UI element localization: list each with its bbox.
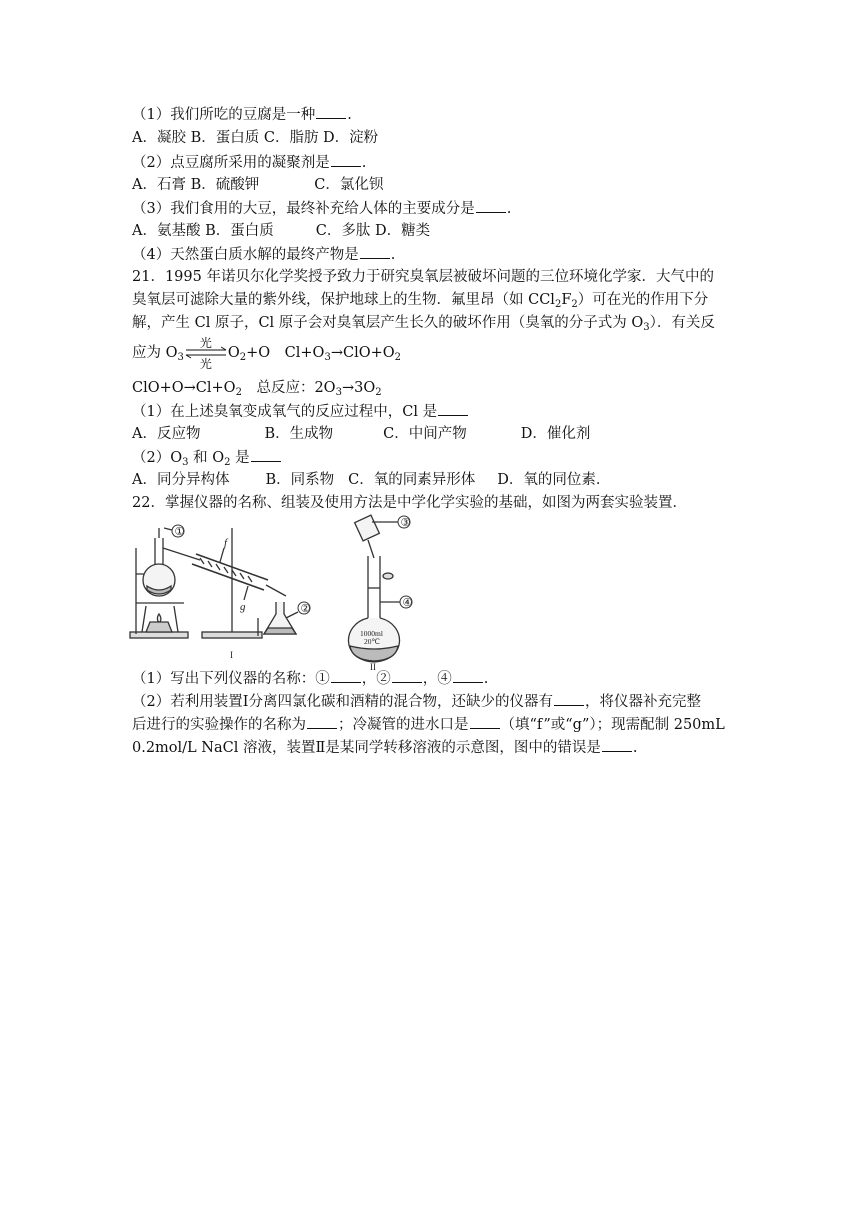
label-3: ③ xyxy=(400,517,411,529)
q21-part1: （1）在上述臭氧变成氧气的反应过程中，Cl 是 xyxy=(132,401,469,422)
answer-blank xyxy=(476,198,506,213)
flask-temp: 20℃ xyxy=(364,637,380,646)
label-f: f xyxy=(224,537,228,549)
q20-part3-options: A．氨基酸 B．蛋白质 C．多肽 D．糖类 xyxy=(132,223,431,239)
caption-II: II xyxy=(370,662,376,672)
q21-equation1: 应为 $O_3$ 光 光 $O_2+O$ $Cl+O_3\to ClO+O_2$ xyxy=(132,336,402,371)
q22-part1: （1）写出下列仪器的名称：① ，② ，④ . xyxy=(132,668,488,689)
q20-part4: （4）天然蛋白质水解的最终产物是 . xyxy=(132,244,395,265)
q20-part1-options: A．凝胶 B．蛋白质 C．脂肪 D．淀粉 xyxy=(132,130,379,146)
q21-part2-options: A．同分异构体 B．同系物 C．氧的同素异形体 D．氧的同位素． xyxy=(132,472,611,488)
answer-blank xyxy=(316,104,346,119)
answer-blank xyxy=(251,447,281,462)
caption-I: I xyxy=(230,650,233,660)
label-1: ① xyxy=(174,526,185,538)
apparatus-figure xyxy=(128,517,448,672)
answer-blank xyxy=(470,714,500,729)
label-g: g xyxy=(240,601,246,613)
q22-part2-line1: （2）若利用装置Ⅰ分离四氯化碳和酒精的混合物，还缺少的仪器有 ，将仪器补充完整 xyxy=(132,691,701,712)
q20-part2-options: A．石膏 B．硫酸钾 C．氯化钡 xyxy=(132,177,384,193)
q22-intro: 22．掌握仪器的名称、组装及使用方法是中学化学实验的基础，如图为两套实验装置． xyxy=(132,495,687,511)
answer-blank xyxy=(392,668,422,683)
answer-blank xyxy=(360,244,390,259)
q21-part1-options: A．反应物 B．生成物 C．中间产物 D．催化剂 xyxy=(132,426,591,442)
q21-equation2: $ClO+O\to Cl+O_2$ 总反应：$2O_3\to 3O_2$ xyxy=(132,380,382,398)
answer-blank xyxy=(307,714,337,729)
alcohol-lamp xyxy=(146,622,172,632)
label-2: ② xyxy=(300,603,311,615)
answer-blank xyxy=(554,691,584,706)
q20-part1: （1）我们所吃的豆腐是一种 . xyxy=(132,104,352,125)
q21-line3: 解，产生 Cl 原子，Cl 原子会对臭氧层产生长久的破坏作用（臭氧的分子式为 $O_3$）．有关反 xyxy=(132,315,715,333)
q21-line2: 臭氧层可滤除大量的紫外线，保护地球上的生物．氟里昂（如 $CCl_2F_2$）可在光的作用下分 xyxy=(132,292,709,310)
q20-part3: （3）我们食用的大豆，最终补充给人体的主要成分是 . xyxy=(132,198,511,219)
q21-part2: $(2)O_3$ 和 $O_2$ 是 xyxy=(132,447,282,468)
beaker xyxy=(355,515,380,541)
q20-part2: （2）点豆腐所采用的凝聚剂是 . xyxy=(132,152,366,173)
answer-blank xyxy=(331,668,361,683)
answer-blank xyxy=(453,668,483,683)
answer-blank xyxy=(331,152,361,167)
reversible-arrow-icon: 光 光 xyxy=(184,343,228,363)
answer-blank xyxy=(438,401,468,416)
label-4: ④ xyxy=(402,597,413,609)
q22-part2-line2: 后进行的实验操作的名称为 ；冷凝管的进水口是 （填“f”或“g”）；现需配制 250mL xyxy=(132,714,725,735)
flask-volume: 1000ml xyxy=(360,629,383,638)
q22-part2-line3: 0.2mol/L NaCl 溶液，装置Ⅱ是某同学转移溶液的示意图，图中的错误是 . xyxy=(132,737,637,758)
q21-line1: 21．1995 年诺贝尔化学奖授予致力于研究臭氧层被破坏问题的三位环境化学家．大气中的 xyxy=(132,269,714,285)
answer-blank xyxy=(602,737,632,752)
